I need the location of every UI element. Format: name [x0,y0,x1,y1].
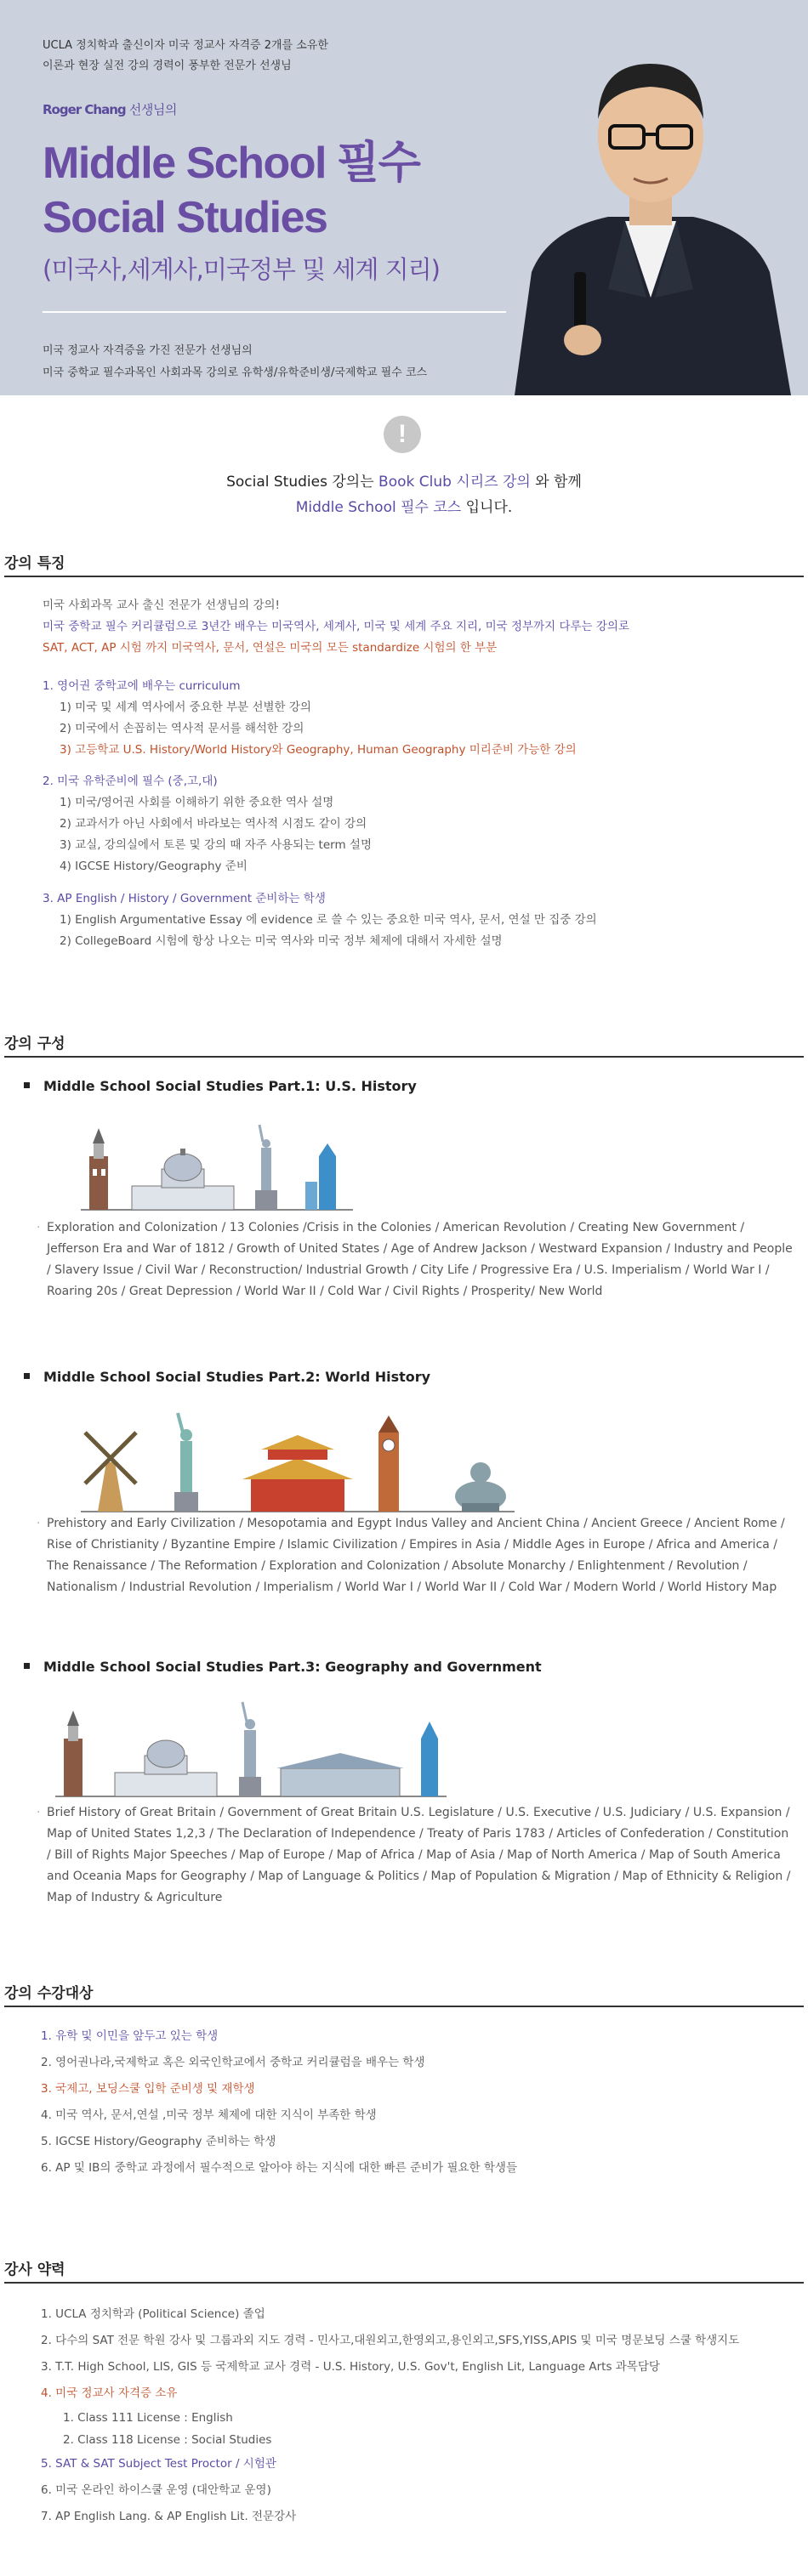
list-item: 2) CollegeBoard 시험에 항상 나오는 미국 역사와 미국 정부 체제에 대해서 자세한 설명 [60,934,503,948]
features-intro [43,595,629,659]
features-group-3-title: 3. AP English / History / Government 준비하는 학생 [43,892,326,905]
teacher-name-suffix: 선생님의 [125,102,177,117]
bullet-dot: · [37,1221,41,1234]
part-3-title: Middle School Social Studies Part.3: Geography and Government [24,1659,542,1675]
list-item: 6. 미국 온라인 하이스쿨 운영 (대안학교 운영) [41,2483,271,2497]
us-landmarks-illustration [81,1118,353,1211]
world-landmarks-illustration [81,1411,515,1513]
list-item: 1. UCLA 정치학과 (Political Science) 졸업 [41,2307,265,2321]
part-1-topics-text: Exploration and Colonization / 13 Colonies /Crisis in the Colonies / American Revolution / Creating New Government / Jefferson Era and War of 1812 / Growth of United States / Age of Andrew Jackson / Westward Expansion / Industry and People / Slavery Issue / Civil War / Reconstruction/ Industrial Growth / City Life / Progressive Era / U.S. Imperialism / World War I / Roaring 20s / Great Depression / World War II / Cold War / Civil Rights / Prosperity/ New World [47,1221,793,1298]
audience-heading: 강의 수강대상 [4,1985,94,2002]
audience-list [41,2023,517,2182]
bullet-dot: · [37,1517,41,1530]
part-3-topics-text: Brief History of Great Britain / Government of Great Britain U.S. Legislature / U.S. Executive / U.S. Judiciary / U.S. Expansion / Map of United States 1,2,3 / The Declaration of Independence / Treaty of Paris 1783 / Articles of Confederation / Constitution / Bill of Rights Major Speeches / Map of Europe / Map of Africa / Map of Asia / Map of North America / Map of South America and Oceania Maps for Geography / Map of Language & Politics / Map of Population & Migration / Map of Ethnicity & Religion / Map of Industry & Agriculture [47,1806,791,1904]
features-group-1 [43,676,577,761]
features-heading: 강의 특징 [4,555,65,572]
list-item: 2) 미국에서 손꼽히는 역사적 문서를 해석한 강의 [60,722,304,735]
list-item: 2) 교과서가 아닌 사회에서 바라보는 역사적 시점도 같이 강의 [60,817,367,831]
list-item: 7. AP English Lang. & AP English Lit. 전문강사 [41,2510,297,2523]
profile-heading: 강사 약력 [4,2261,65,2278]
hero-divider [43,311,506,313]
course-subtitle: (미국사,세계사,미국정부 및 세계 지리) [43,255,440,284]
list-item: 1) English Argumentative Essay 에 evidence 로 쓸 수 있는 중요한 미국 역사, 문서, 연설 만 집중 강의 [60,913,597,927]
list-item: 4. 미국 역사, 문서,연설 ,미국 정부 체제에 대한 지식이 부족한 학생 [41,2108,377,2122]
features-group-1-title: 1. 영어권 중학교에 배우는 curriculum [43,679,241,693]
list-item: 5. IGCSE History/Geography 준비하는 학생 [41,2135,276,2148]
exclamation-icon: ! [384,416,421,453]
notice-part1: Social Studies 강의는 [226,474,379,491]
hero-intro-line2: 이론과 현장 실전 강의 경력이 풍부한 전문가 선생님 [43,60,292,72]
part-3-topics [37,1802,795,1909]
part-2-topics [37,1513,795,1598]
part-2-title: Middle School Social Studies Part.2: World History [24,1369,430,1385]
teacher-portrait [498,17,808,395]
list-item: 3. 국제고, 보딩스쿨 입학 준비생 및 재학생 [41,2082,255,2096]
government-landmarks-illustration [55,1700,447,1798]
teacher-name [43,100,177,118]
notice-part3: 입니다. [461,499,513,516]
features-intro-line1: 미국 사회과목 교사 출신 전문가 선생님의 강의! [43,599,280,612]
list-item: 1) 미국/영어권 사회를 이해하기 위한 중요한 역사 설명 [60,796,334,809]
list-item: 4) IGCSE History/Geography 준비 [60,860,248,873]
profile-divider [4,2282,804,2284]
list-item: 3. T.T. High School, LIS, GIS 등 국제학교 교사 경력 - U.S. History, U.S. Gov't, English Lit, Language Arts 과목담당 [41,2360,660,2374]
hero-bottom-line1: 미국 정교사 자격증을 가진 전문가 선생님의 [43,344,253,357]
list-item: 1) 미국 및 세계 역사에서 중요한 부분 선별한 강의 [60,701,311,714]
audience-divider [4,2006,804,2007]
course-title [43,136,419,245]
notice-course: Middle School 필수 코스 [295,499,462,516]
hero-bottom-text [43,340,427,384]
teacher-name-en: Roger Chang [43,102,126,117]
list-item: 3) 고등학교 U.S. History/World History와 Geography, Human Geography 미리준비 가능한 강의 [60,743,577,757]
notice-text [0,469,808,520]
hero-banner [0,0,808,395]
list-item: 5. SAT & SAT Subject Test Proctor / 시험관 [41,2457,276,2471]
composition-heading: 강의 구성 [4,1036,65,1053]
features-intro-line3: SAT, ACT, AP 시험 까지 미국역사, 문서, 연설은 미국의 모든 standardize 시험의 한 부분 [43,641,498,655]
features-group-3 [43,888,597,952]
profile-list [41,2301,739,2530]
features-group-2-title: 2. 미국 유학준비에 필수 (중,고,대) [43,775,218,788]
features-intro-line2: 미국 중학교 필수 커리큘럼으로 3년간 배우는 미국역사, 세계사, 미국 및 세계 주요 지리, 미국 정부까지 다루는 강의로 [43,620,630,633]
list-item: 4. 미국 정교사 자격증 소유 [41,2386,178,2400]
composition-divider [4,1056,804,1058]
course-title-line1: Middle School 필수 [43,139,420,188]
course-title-line2: Social Studies [43,193,327,242]
part-2-topics-text: Prehistory and Early Civilization / Mesopotamia and Egypt Indus Valley and Ancient China / Ancient Greece / Ancient Rome / Rise of Christianity / Byzantine Empire / Islamic Civilization / Empires in Asia / Middle Ages in Europe / Africa and America / The Renaissance / The Reformation / Exploration and Colonization / Absolute Monarchy / Enlightenment / Revolution / Nationalism / Industrial Revolution / Imperialism / World War I / World War II / Cold War / Modern World / World History Map [47,1517,785,1594]
notice-part2: 와 함께 [530,474,582,491]
hero-bottom-line2: 미국 중학교 필수과목인 사회과목 강의로 유학생/유학준비생/국제학교 필수 코스 [43,366,428,379]
license-item: 1. Class 111 License : English [63,2411,233,2425]
list-item: 6. AP 및 IB의 중학교 과정에서 필수적으로 알아야 하는 지식에 대한 빠른 준비가 필요한 학생들 [41,2161,518,2175]
license-item: 2. Class 118 License : Social Studies [63,2433,272,2447]
notice-bookclub-link: Book Club 시리즈 강의 [378,474,531,491]
hero-intro-line1: UCLA 정치학과 출신이자 미국 정교사 자격증 2개를 소유한 [43,39,328,52]
list-item: 1. 유학 및 이민을 앞두고 있는 학생 [41,2029,219,2043]
bullet-dot: · [37,1806,41,1819]
list-item: 2. 다수의 SAT 전문 학원 강사 및 그룹과외 지도 경력 - 민사고,대원외고,한영외고,용인외고,SFS,YISS,APIS 및 미국 명문보딩 스쿨 학생지도 [41,2334,740,2347]
features-group-2 [43,771,372,877]
list-item: 2. 영어권나라,국제학교 혹은 외국인학교에서 중학교 커리큘럼을 배우는 학생 [41,2056,425,2069]
part-1-topics [37,1217,795,1302]
list-item: 3) 교실, 강의실에서 토론 및 강의 때 자주 사용되는 term 설명 [60,838,372,852]
hero-intro [43,36,400,77]
features-divider [4,576,804,577]
part-1-title: Middle School Social Studies Part.1: U.S. History [24,1078,417,1094]
